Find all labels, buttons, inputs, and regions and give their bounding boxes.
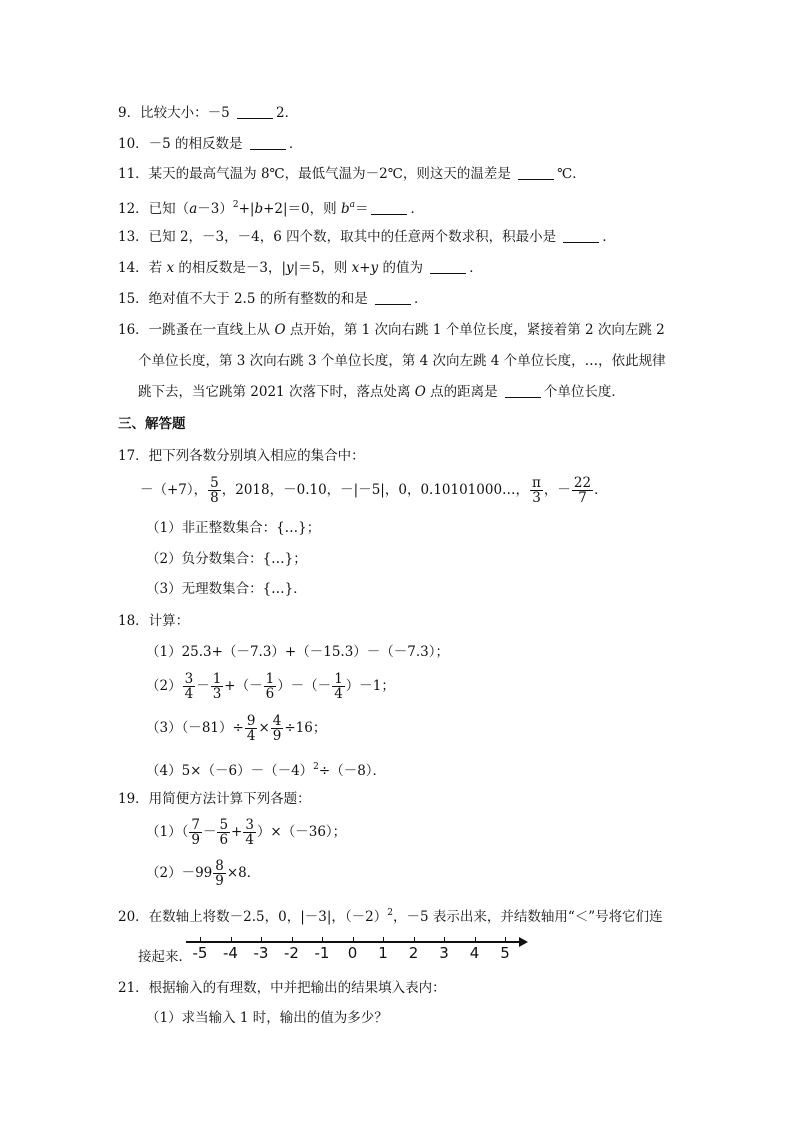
number-line-tick [475, 937, 476, 942]
q19-p1-tail: ）×（－36）； [256, 824, 347, 840]
numerator: 3 [245, 817, 254, 833]
number-line-tick [505, 937, 506, 942]
number-line [186, 934, 530, 964]
number-line-tick-label: 0 [347, 944, 358, 962]
q18-p2-op: － [196, 678, 210, 694]
q18-p3-tail: ÷16； [284, 720, 327, 736]
denominator: 8 [210, 490, 219, 506]
q15-tail: ． [414, 291, 428, 307]
question-10 [118, 135, 302, 153]
number-line-arrow-icon [519, 937, 528, 947]
q19-p1-op2: + [231, 824, 243, 840]
question-16-line-1 [118, 321, 665, 339]
q19-part-2 [146, 857, 260, 889]
q9-tail: 2． [275, 105, 299, 121]
q12-exp-a: a [349, 200, 355, 210]
q12-var-a: a [189, 201, 198, 217]
q16-tail: 个单位长度． [543, 384, 625, 400]
q18-p2-label: （2） [146, 678, 182, 694]
question-16-line-2 [138, 352, 666, 370]
q18-fraction-1-4 [332, 672, 345, 701]
numerator: 5 [210, 475, 219, 491]
question-20-line-1 [118, 904, 663, 926]
q14-text-2: 的相反数是－3，| [174, 260, 287, 276]
q14-text: 14．若 [118, 260, 167, 276]
q14-text-4: 的值为 [378, 260, 428, 276]
question-16-line-3 [138, 383, 625, 401]
denominator: 9 [272, 728, 282, 744]
number-line-tick [444, 937, 445, 942]
q10-tail: ． [288, 136, 303, 152]
number-line-tick-label: 5 [500, 944, 510, 962]
q18-p3-op: × [258, 720, 270, 736]
q16-point-o: O [274, 322, 286, 338]
q20-exponent: 2 [387, 908, 393, 918]
q17-fraction-22-7 [572, 476, 593, 505]
denominator: 6 [219, 832, 229, 848]
number-line-tick [231, 937, 232, 942]
q16-blank [505, 384, 541, 398]
q19-p1-op: － [202, 824, 217, 840]
denominator: 7 [578, 490, 587, 506]
section-heading: 三、解答题 [118, 416, 186, 432]
number-line-tick-label: -1 [314, 944, 330, 962]
q10-text: 10．－5 的相反数是 [118, 136, 247, 152]
q12-text-3: +| [238, 201, 255, 217]
denominator: 3 [212, 686, 222, 702]
number-line-tick-label: -3 [253, 944, 269, 962]
q17-part-3: （3）无理数集合：{…}． [146, 581, 307, 597]
question-17-title: 17．把下列各数分别填入相应的集合中： [118, 448, 365, 464]
numerator: 9 [246, 713, 256, 729]
q14-text-3: |＝5，则 [293, 260, 352, 276]
numerator: 1 [265, 671, 275, 687]
q14-var-y: y [286, 260, 294, 276]
numerator: 1 [334, 671, 343, 687]
question-20-line-2: 接起来． [138, 949, 192, 965]
q20-text-2: ，－5 表示出来，并结数轴用“＜”号将它们连 [393, 909, 663, 925]
q14-var-xy: x+y [351, 260, 379, 276]
number-line-tick [414, 937, 415, 942]
denominator: 4 [184, 686, 194, 702]
q17-part-1: （1）非正整数集合：{…}； [146, 520, 321, 536]
q16-point-o2: O [414, 384, 426, 400]
number-line-tick-label: -2 [284, 944, 299, 962]
q19-fraction-3-4 [243, 818, 256, 847]
q13-blank [563, 229, 599, 243]
q19-fraction-8-9 [213, 859, 226, 888]
numerator: 3 [184, 671, 194, 687]
q12-exponent: 2 [232, 200, 239, 210]
q12-text-4: +2|＝0，则 [263, 201, 341, 217]
q12-equals: ＝ [354, 201, 369, 217]
q14-var-x: x [166, 260, 175, 276]
q18-fraction-4-9 [271, 714, 284, 743]
question-12 [118, 196, 424, 218]
q11-blank [518, 166, 554, 180]
q16-text-1: 16．一跳蚤在一直线上从 [118, 322, 275, 338]
question-21-title: 21．根据输入的有理数，中并把输出的结果填入表内： [118, 980, 446, 996]
number-line-tick [322, 937, 323, 942]
denominator: 3 [532, 490, 541, 506]
q18-p4-exponent: 2 [313, 762, 319, 772]
q19-p2-tail: ×8． [226, 865, 261, 881]
q17-num-b: ，2018，－0.10，－|－5|，0，0.10101000…， [221, 482, 530, 498]
q19-part-1 [146, 816, 346, 848]
q18-part-1: （1）25.3+（－7.3）+（－15.3）－（－7.3）； [146, 644, 450, 660]
numerator: 22 [573, 475, 592, 491]
q19-p1-label: （1）（ [146, 824, 189, 840]
denominator: 4 [246, 728, 256, 744]
q18-fraction-9-4 [245, 714, 258, 743]
denominator: 4 [245, 832, 254, 848]
question-17-numbers [140, 474, 608, 506]
number-line-axis [186, 941, 522, 943]
question-11 [118, 165, 586, 183]
q18-p4-text: （4）5×（－6）－（－4） [146, 763, 314, 779]
q18-p2-op2: +（－ [224, 678, 263, 694]
number-line-tick-label: -4 [223, 944, 238, 962]
q12-var-b2: b [340, 201, 350, 217]
q9-blank [237, 105, 273, 119]
q17-num-d: ． [594, 482, 608, 498]
number-line-tick-label: 1 [378, 944, 388, 962]
q11-text: 11．某天的最高气温为 8℃，最低气温为－2℃，则这天的温差是 [118, 166, 516, 182]
q15-text: 15．绝对值不大于 2.5 的所有整数的和是 [118, 291, 373, 307]
q18-part-4 [146, 758, 386, 780]
number-line-tick-label: 3 [439, 944, 449, 962]
question-13 [118, 228, 616, 246]
q10-blank [250, 136, 286, 150]
q17-part-2: （2）负分数集合：{…}； [146, 551, 307, 567]
question-9 [118, 104, 298, 122]
q19-fraction-7-9 [189, 818, 202, 847]
q17-fraction-5-8 [208, 476, 221, 505]
q13-text: 13．已知 2，－3，－4，6 四个数，取其中的任意两个数求积，积最小是 [118, 229, 561, 245]
number-line-tick [200, 937, 201, 942]
numerator: 7 [191, 817, 200, 833]
q19-p2-label: （2）－99 [146, 865, 213, 881]
q20-text-1: 20．在数轴上将数－2.5，0，|－3|，（－2） [118, 909, 388, 925]
q9-text: 9．比较大小：－5 [118, 105, 234, 121]
numerator: 5 [219, 817, 229, 833]
q12-blank [371, 201, 407, 215]
q16-text-4: 跳下去，当它跳第 2021 次落下时，落点处离 [138, 384, 415, 400]
q17-num-a: －（+7）， [140, 482, 208, 498]
q17-num-c: ，－ [543, 482, 571, 498]
q11-tail: ℃． [557, 166, 586, 182]
q21-part-1: （1）求当输入 1 时，输出的值为多少？ [146, 1010, 388, 1026]
q12-text-2: －3） [197, 201, 233, 217]
number-line-tick [261, 937, 262, 942]
q18-p2-tail: ）－1； [345, 678, 395, 694]
q14-tail: ． [469, 260, 483, 276]
q18-fraction-1-3 [211, 672, 224, 701]
numerator: 4 [272, 713, 282, 729]
q12-var-b: b [254, 201, 264, 217]
q12-text: 12．已知（ [118, 201, 190, 217]
q17-fraction-pi-3 [530, 476, 543, 505]
denominator: 9 [215, 873, 224, 889]
denominator: 9 [191, 832, 200, 848]
number-line-tick [383, 937, 384, 942]
question-15 [118, 290, 428, 308]
q12-tail: ． [410, 201, 424, 217]
q19-fraction-5-6 [217, 818, 230, 847]
question-19-title: 19．用简便方法计算下列各题： [118, 791, 311, 807]
q13-tail: ． [602, 229, 616, 245]
denominator: 6 [265, 686, 275, 702]
q18-fraction-1-6 [264, 672, 277, 701]
question-18-title: 18．计算： [118, 613, 190, 629]
denominator: 4 [334, 686, 343, 702]
q15-blank [375, 291, 411, 305]
q18-p3-label: （3）（－81）÷ [146, 720, 244, 736]
number-line-tick [353, 937, 354, 942]
q16-text-5: 点的距离是 [425, 384, 502, 400]
numerator: 8 [215, 858, 224, 874]
numerator: π [532, 475, 541, 491]
q18-part-3 [146, 712, 326, 744]
q16-text-2: 点开始，第 1 次向右跳 1 个单位长度，紧接着第 2 次向左跳 2 [285, 322, 665, 338]
q18-p2-op3: ）－（－ [277, 678, 332, 694]
number-line-tick-label: 4 [469, 944, 480, 962]
q16-text-3: 个单位长度，第 3 次向右跳 3 个单位长度，第 4 次向左跳 4 个单位长度，…，依此规律 [138, 353, 666, 369]
q18-fraction-3-4 [183, 672, 196, 701]
numerator: 1 [212, 671, 222, 687]
number-line-tick-label: 2 [408, 944, 419, 962]
question-14 [118, 259, 483, 277]
number-line-tick-label: -5 [192, 944, 208, 962]
q18-p4-tail: ÷（－8）． [318, 763, 387, 779]
q14-blank [430, 260, 466, 274]
number-line-tick [292, 937, 293, 942]
q18-part-2 [146, 670, 395, 702]
